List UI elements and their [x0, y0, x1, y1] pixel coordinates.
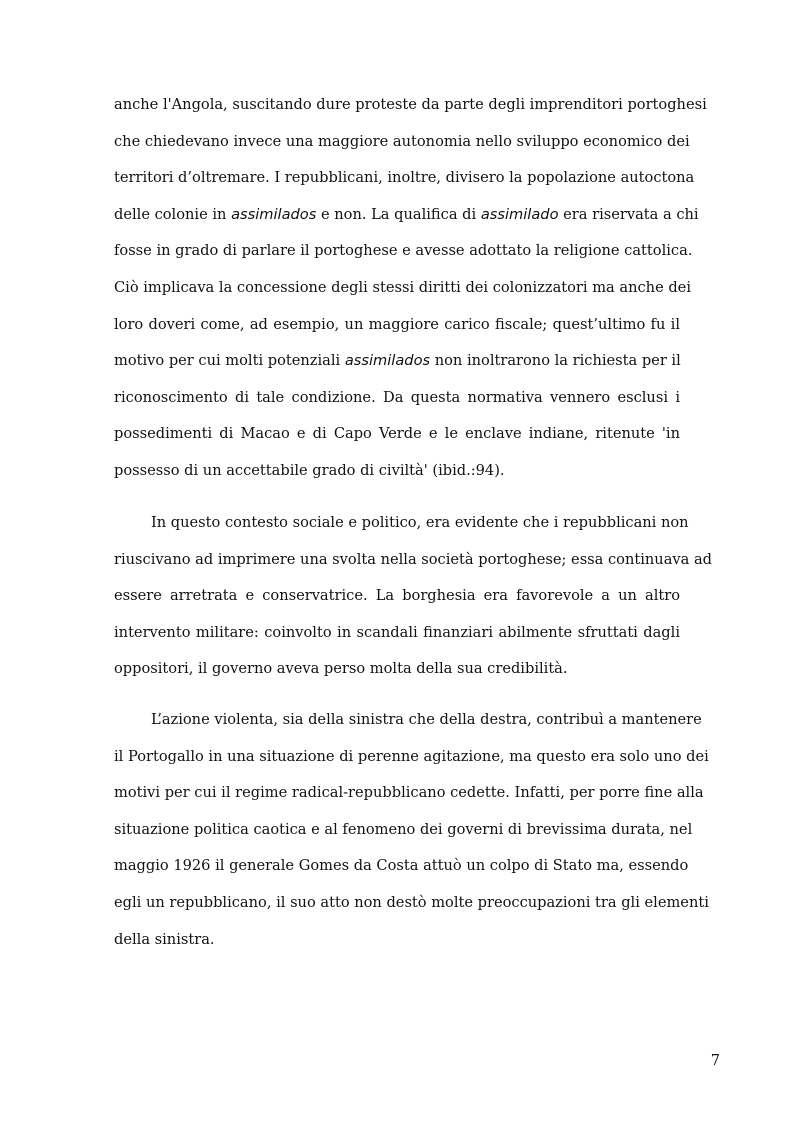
- text-line: oppositori, il governo aveva perso molta della sua credibilità.: [114, 660, 568, 678]
- paragraph-1: [114, 87, 707, 490]
- text-line: possedimenti di Macao e di Capo Verde e le enclave indiane, ritenute 'in: [114, 425, 680, 443]
- text-line: territori d’oltremare. I repubblicani, inoltre, divisero la popolazione autoctona: [114, 169, 695, 187]
- text-line: loro doveri come, ad esempio, un maggiore carico fiscale; quest’ultimo fu il: [114, 315, 680, 333]
- text-line: fosse in grado di parlare il portoghese e avesse adottato la religione cattolica.: [114, 242, 693, 260]
- text-line: anche l'Angola, suscitando dure proteste da parte degli imprenditori portoghesi: [114, 96, 707, 113]
- text-line: maggio 1926 il generale Gomes da Costa attuò un colpo di Stato ma, essendo: [114, 857, 689, 875]
- italic-term: assimilados: [231, 205, 317, 223]
- paragraph-3: [114, 702, 709, 958]
- text-line: motivo per cui molti potenziali assimilados non inoltrarono la richiesta per il: [114, 352, 681, 370]
- text-line: L’azione violenta, sia della sinistra che della destra, contribuì a mantenere: [151, 711, 702, 728]
- text-line: riconoscimento di tale condizione. Da questa normativa vennero esclusi i: [114, 388, 680, 406]
- paragraph-2: [114, 505, 713, 688]
- italic-term: assimilados: [344, 352, 431, 370]
- text-line: della sinistra.: [114, 930, 215, 948]
- page-number: 7: [710, 1052, 720, 1069]
- text-line: In questo contesto sociale e politico, era evidente che i repubblicani non: [151, 514, 689, 531]
- text-line: riuscivano ad imprimere una svolta nella società portoghese; essa continuava ad: [114, 550, 713, 568]
- text-line: che chiedevano invece una maggiore autonomia nello sviluppo economico dei: [114, 132, 690, 150]
- text-line: motivi per cui il regime radical-repubblicano cedette. Infatti, per porre fine alla: [114, 784, 704, 802]
- text-line: Ciò implicava la concessione degli stessi diritti dei colonizzatori ma anche dei: [114, 278, 691, 296]
- text-line: egli un repubblicano, il suo atto non destò molte preoccupazioni tra gli elementi: [114, 893, 709, 911]
- text-line: essere arretrata e conservatrice. La borghesia era favorevole a un altro: [114, 587, 680, 605]
- text-line: il Portogallo in una situazione di perenne agitazione, ma questo era solo uno dei: [114, 747, 709, 765]
- text-line: intervento militare: coinvolto in scandali finanziari abilmente sfruttati dagli: [114, 623, 680, 641]
- text-line: delle colonie in assimilados e non. La qualifica di assimilado era riservata a chi: [114, 205, 699, 223]
- italic-term: assimilado: [480, 205, 559, 223]
- text-line: possesso di un accettabile grado di civiltà' (ibid.:94).: [114, 461, 505, 479]
- text-line: situazione politica caotica e al fenomeno dei governi di brevissima durata, nel: [114, 820, 693, 838]
